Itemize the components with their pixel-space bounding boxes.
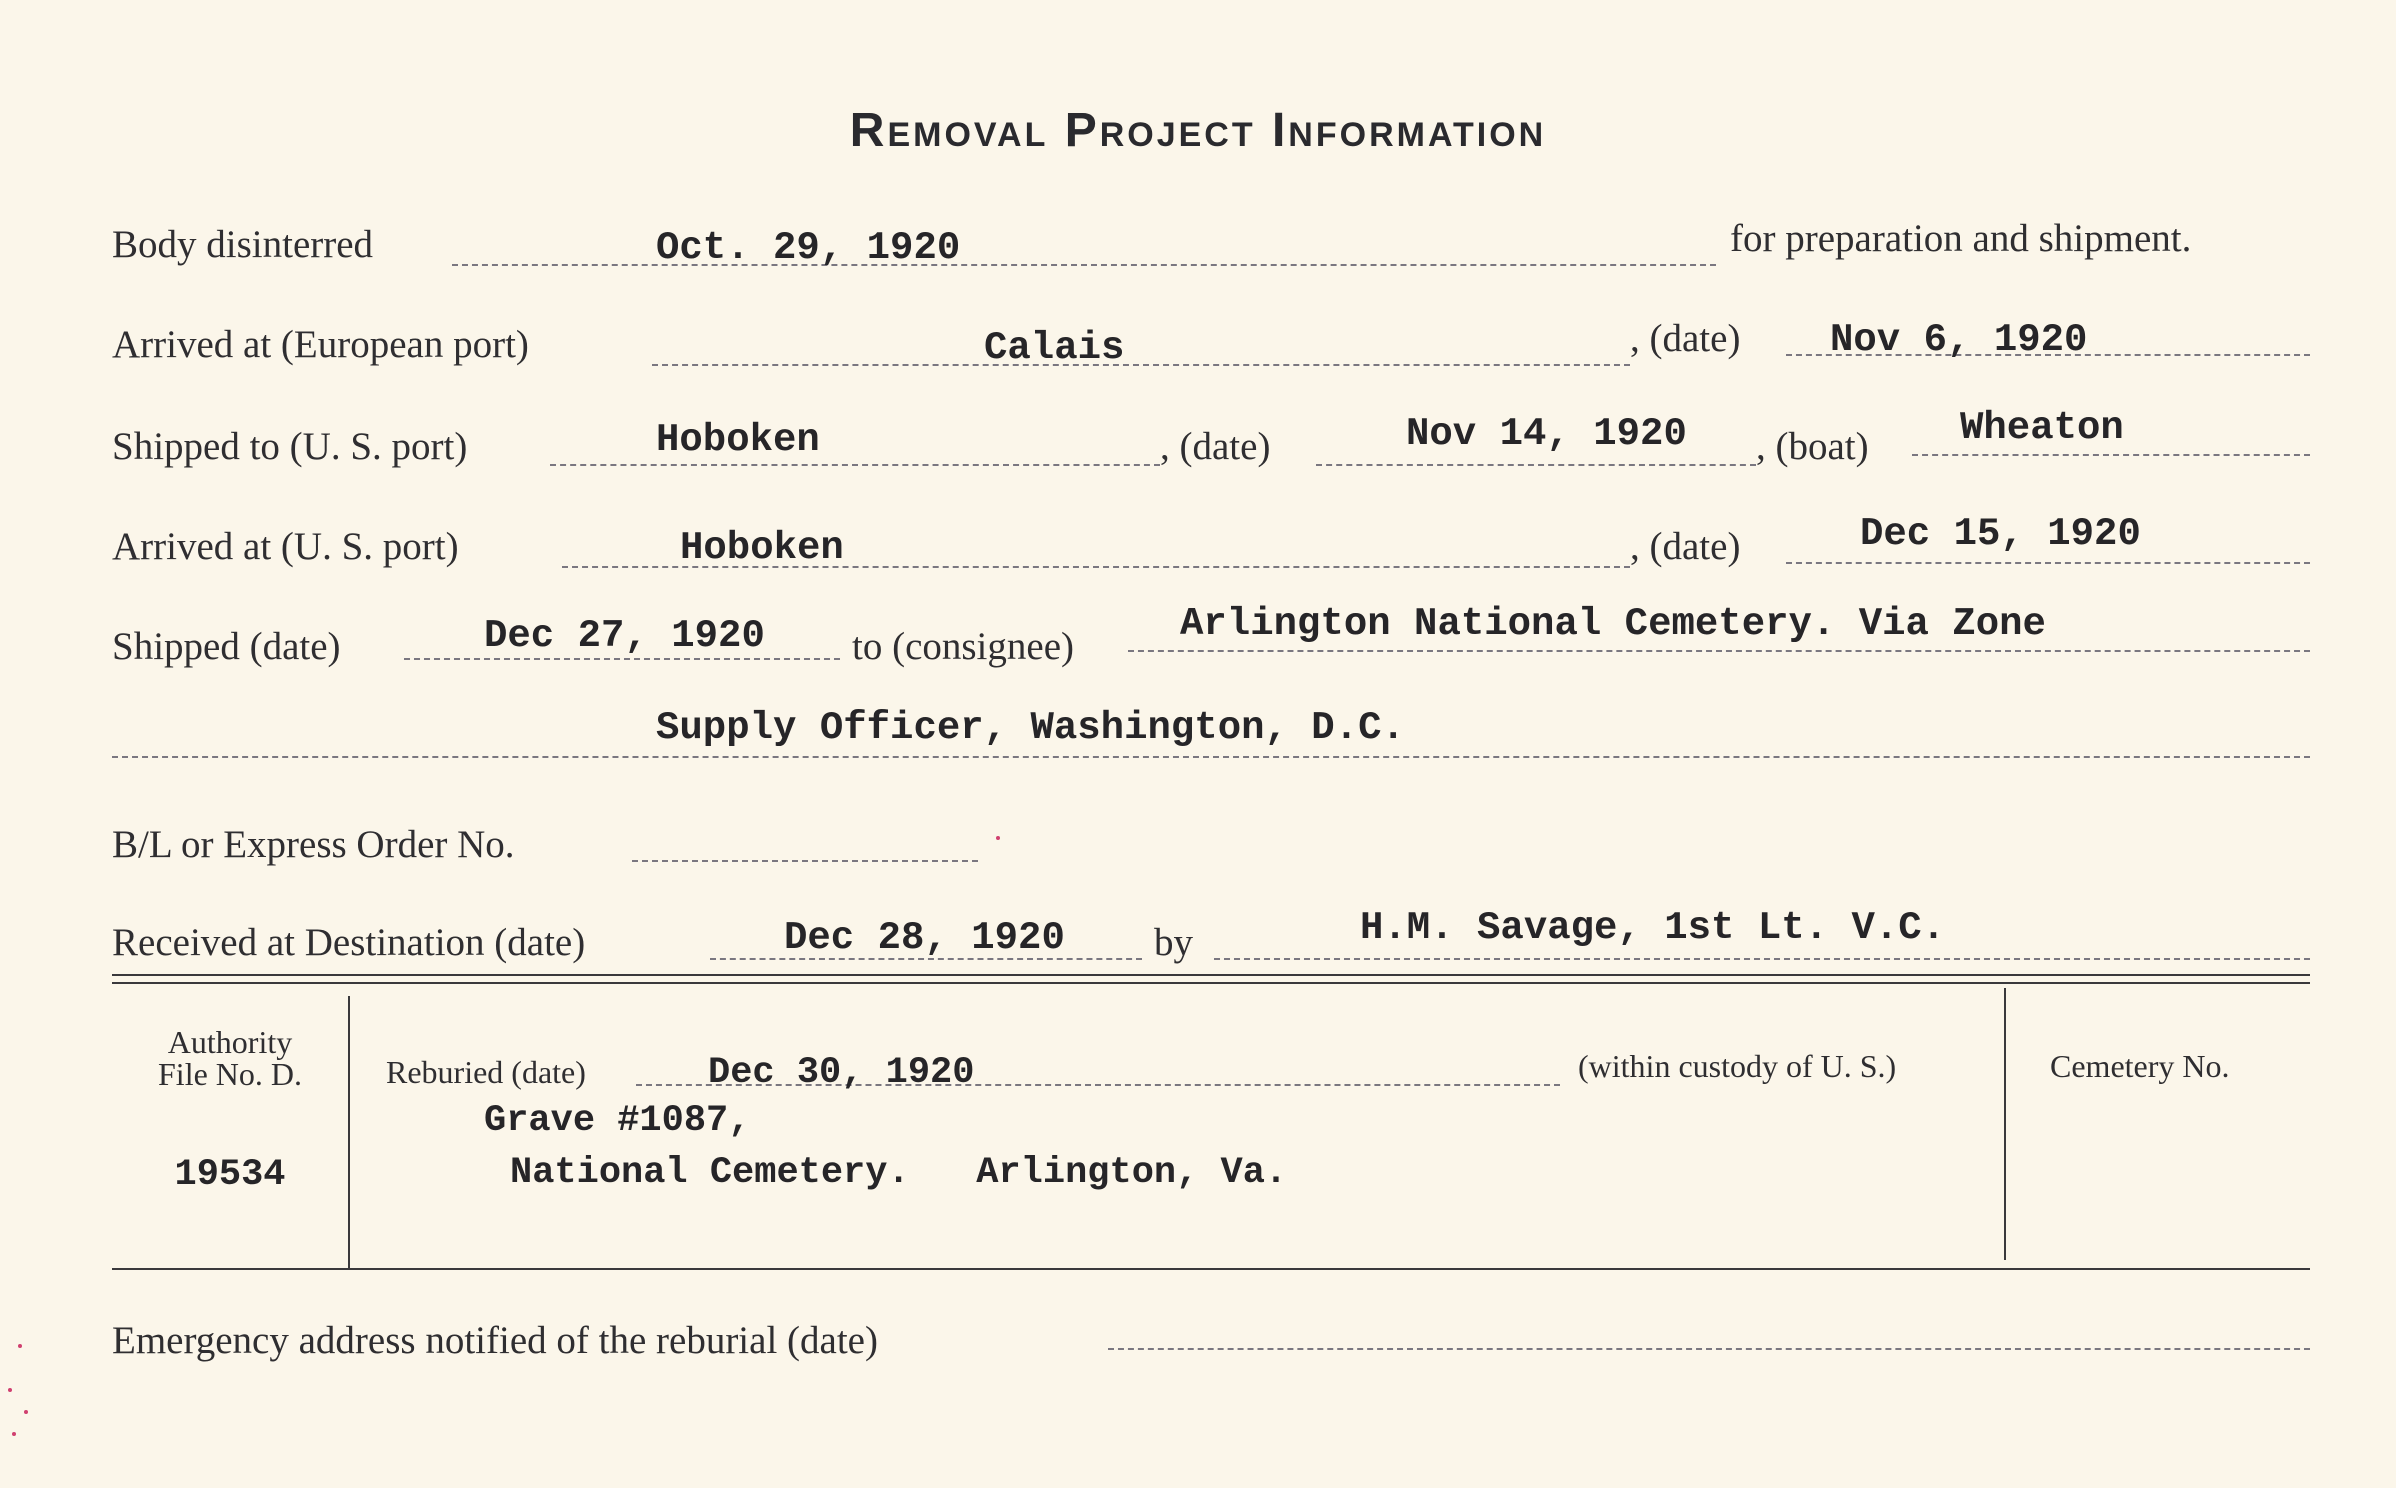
label-bl-number: B/L or Express Order No.	[112, 823, 515, 866]
label-custody: (within custody of U. S.)	[1578, 1048, 1897, 1084]
value-disinterred-date[interactable]: Oct. 29, 1920	[656, 226, 961, 270]
ink-speck	[18, 1344, 22, 1348]
value-us-port-shipped[interactable]: Hoboken	[656, 418, 820, 462]
field-line-arrived-us-date	[1786, 562, 2310, 564]
field-line-bl-number	[632, 860, 978, 862]
field-line-received-by	[1214, 958, 2310, 960]
label-european-date: , (date)	[1630, 317, 1741, 360]
label-authority: Authority	[167, 1024, 293, 1060]
label-shipped-date-consignee: Shipped (date)	[112, 625, 341, 668]
label-arrived-us: Arrived at (U. S. port)	[112, 525, 459, 568]
field-line-consignee-2	[112, 756, 2310, 758]
ink-speck	[8, 1388, 12, 1392]
form-title: Removal Project Information	[849, 104, 1547, 157]
label-boat: , (boat)	[1756, 425, 1869, 468]
box-bottom-rule	[112, 1268, 2310, 1270]
field-line-us-port-shipped	[550, 464, 1160, 466]
value-boat[interactable]: Wheaton	[1960, 406, 2124, 450]
value-received-by[interactable]: H.M. Savage, 1st Lt. V.C.	[1360, 906, 1946, 950]
row-arrived-us	[0, 512, 2396, 594]
value-consignee-line2[interactable]: Supply Officer, Washington, D.C.	[656, 706, 1405, 750]
box-top-rule-2	[112, 982, 2310, 984]
row-body-disinterred	[0, 217, 2396, 292]
row-received	[0, 906, 2396, 990]
label-consignee: to (consignee)	[852, 625, 1075, 668]
value-us-port-arrived[interactable]: Hoboken	[680, 526, 844, 570]
row-emergency	[0, 1318, 2396, 1388]
value-grave-line1[interactable]: Grave #1087,	[484, 1100, 751, 1142]
field-line-disinterred	[452, 264, 1716, 266]
label-reburied: Reburied (date)	[386, 1054, 586, 1090]
field-line-consignee	[1128, 650, 2310, 652]
box-divider-right	[2004, 988, 2006, 1260]
value-shipped-us-date[interactable]: Nov 14, 1920	[1406, 412, 1687, 456]
field-line-boat	[1912, 454, 2310, 456]
value-grave-line2[interactable]: National Cemetery. Arlington, Va.	[510, 1152, 1288, 1194]
value-shipped-date[interactable]: Dec 27, 1920	[484, 614, 765, 658]
value-received-date[interactable]: Dec 28, 1920	[784, 916, 1065, 960]
label-received-by: by	[1154, 921, 1193, 964]
box-top-rule	[112, 974, 2310, 976]
value-authority-file-no[interactable]: 19534	[174, 1154, 286, 1196]
label-preparation-shipment: for preparation and shipment.	[1730, 217, 2192, 260]
row-arrived-european	[0, 317, 2396, 392]
ink-speck	[24, 1410, 28, 1414]
label-body-disinterred: Body disinterred	[112, 223, 374, 266]
ink-speck	[996, 836, 1000, 840]
field-line-european-port	[652, 364, 1630, 366]
value-arrived-us-date[interactable]: Dec 15, 1920	[1860, 512, 2141, 556]
box-divider-left	[348, 996, 350, 1268]
field-line-emergency	[1108, 1348, 2310, 1350]
row-bl-number	[0, 822, 2396, 892]
value-reburied-date[interactable]: Dec 30, 1920	[708, 1052, 975, 1094]
ink-speck	[12, 1432, 16, 1436]
label-shipped-us: Shipped to (U. S. port)	[112, 425, 468, 468]
label-arrived-european: Arrived at (European port)	[112, 323, 529, 366]
label-emergency: Emergency address notified of the reburial (date)	[112, 1319, 878, 1362]
row-consignee-continued	[0, 706, 2396, 776]
value-european-port[interactable]: Calais	[984, 326, 1125, 370]
field-line-shipped-us-date	[1316, 464, 1756, 466]
label-cemetery-no: Cemetery No.	[2050, 1048, 2230, 1084]
label-received: Received at Destination (date)	[112, 921, 586, 964]
value-european-date[interactable]: Nov 6, 1920	[1830, 318, 2088, 362]
row-shipped-us	[0, 406, 2396, 494]
field-line-shipped-date	[404, 658, 840, 660]
value-consignee-line1[interactable]: Arlington National Cemetery. Via Zone	[1180, 602, 2046, 646]
label-file-no: File No. D.	[158, 1056, 302, 1092]
label-arrived-us-date: , (date)	[1630, 525, 1741, 568]
row-shipped-consignee	[0, 602, 2396, 694]
label-shipped-date: , (date)	[1160, 425, 1271, 468]
